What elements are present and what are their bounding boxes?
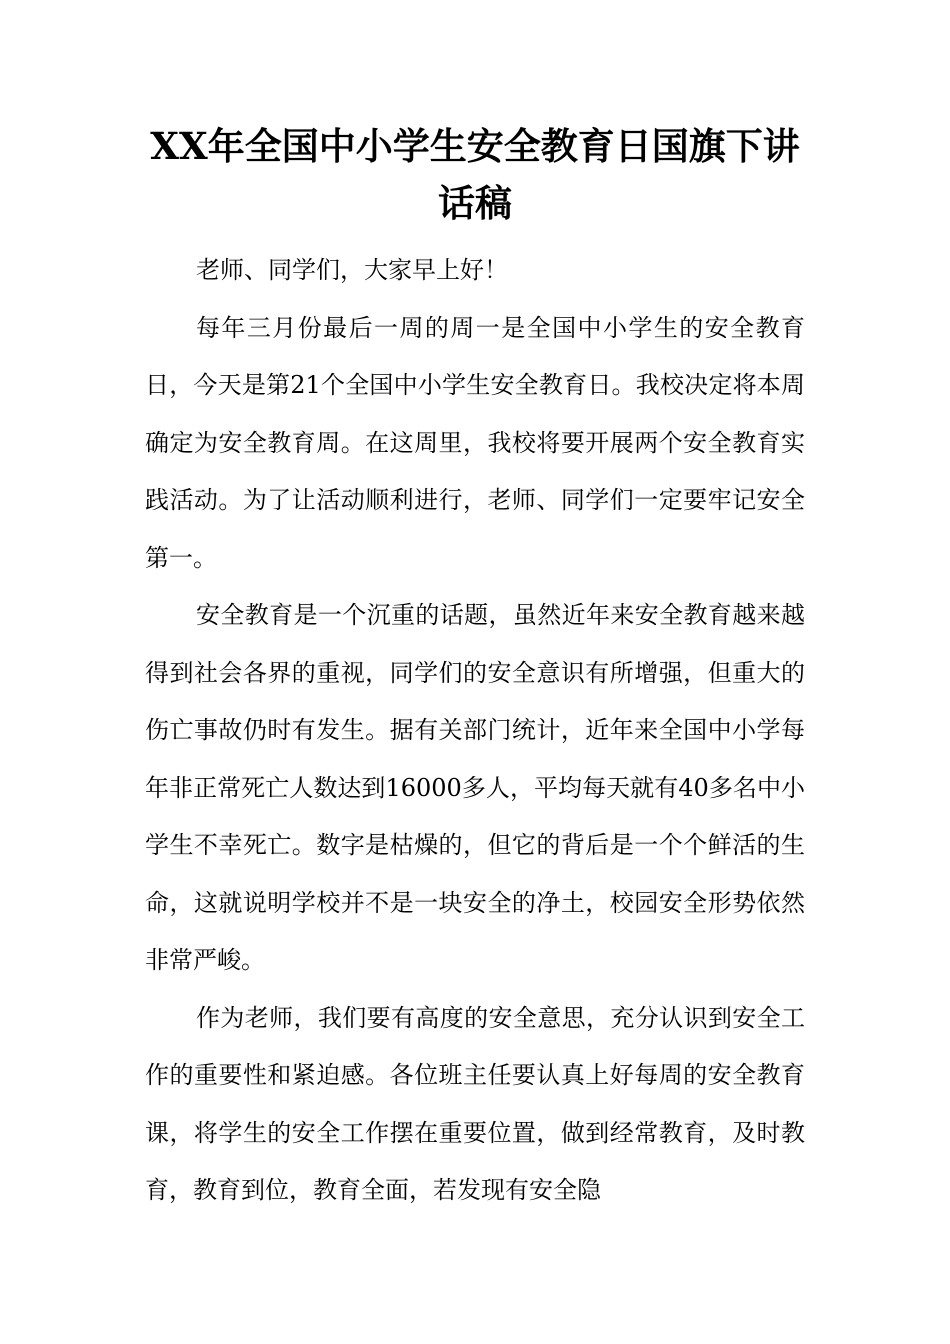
document-body bbox=[145, 242, 805, 1220]
paragraph-statistics: 安全教育是一个沉重的话题，虽然近年来安全教育越来越得到社会各界的重视，同学们的安全意识有所增强，但重大的伤亡事故仍时有发生。据有关部门统计，近年来全国中小学每年非正常死亡人数达到16000多人，平均每天就有40多名中小学生不幸死亡。数字是枯燥的，但它的背后是一个个鲜活的生命，这就说明学校并不是一块安全的净土，校园安全形势依然非常严峻。 bbox=[145, 601, 805, 974]
document-title: XX年全国中小学生安全教育日国旗下讲话稿 bbox=[150, 124, 800, 225]
paragraph-teachers: 作为老师，我们要有高度的安全意思，充分认识到安全工作的重要性和紧迫感。各位班主任要认真上好每周的安全教育课，将学生的安全工作摆在重要位置，做到经常教育，及时教育，教育到位，教育全面，若发现有安全隐 bbox=[145, 1003, 805, 1204]
paragraph-safety-day: 每年三月份最后一周的周一是全国中小学生的安全教育日，今天是第21个全国中小学生安全教育日。我校决定将本周确定为安全教育周。在这周里，我校将要开展两个安全教育实践活动。为了让活动顺利进行，老师、同学们一定要牢记安全第一。 bbox=[145, 313, 805, 572]
paragraph-greeting: 老师、同学们，大家早上好！ bbox=[196, 256, 508, 284]
